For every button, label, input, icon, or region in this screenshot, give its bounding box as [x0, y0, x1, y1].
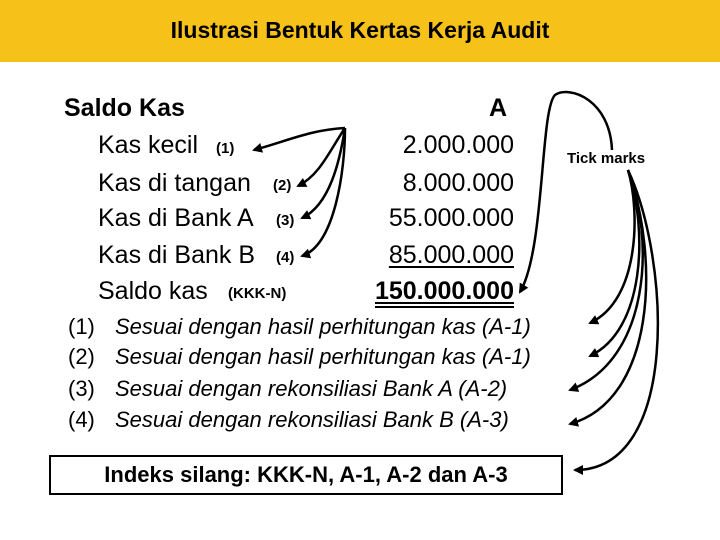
note-text-4: Sesuai dengan rekonsiliasi Bank B (A-3) — [115, 407, 509, 432]
row-code-2: (2) — [273, 177, 292, 194]
cross-index-text: Indeks silang: KKK-N, A-1, A-2 dan A-3 — [104, 462, 508, 487]
note-number-4: (4) — [68, 407, 95, 432]
row-label-kas-di-tangan: Kas di tangan — [98, 169, 251, 197]
row-value-kas-di-tangan: 8.000.000 — [402, 169, 514, 197]
arrow-tick-to-total — [520, 92, 612, 292]
arrow-to-note-1 — [590, 170, 635, 323]
arrow-to-code-4 — [302, 128, 345, 256]
row-code-4: (4) — [276, 249, 295, 266]
note-text-2: Sesuai dengan hasil perhitungan kas (A-1) — [115, 344, 531, 369]
arrow-to-note-3 — [570, 170, 643, 390]
row-code-1: (1) — [216, 140, 235, 157]
row-value-kas-di-bank-b: 85.000.000 — [388, 241, 514, 269]
note-number-1: (1) — [68, 314, 95, 339]
row-value-kas-kecil: 2.000.000 — [402, 131, 514, 159]
note-text-1: Sesuai dengan hasil perhitungan kas (A-1) — [115, 314, 531, 339]
row-value-kas-di-bank-a: 55.000.000 — [388, 204, 514, 232]
column-label: A — [489, 94, 508, 122]
row-value-saldo-kas: 150.000.000 — [374, 277, 514, 305]
row-code-3: (3) — [276, 212, 295, 229]
row-label-kas-kecil: Kas kecil — [98, 131, 199, 159]
arrow-to-code-3 — [302, 128, 345, 218]
page-title: Ilustrasi Bentuk Kertas Kerja Audit — [170, 16, 550, 43]
arrow-to-code-1 — [254, 128, 345, 150]
row-label-saldo-kas: Saldo kas — [98, 277, 208, 305]
worksheet-heading: Saldo Kas — [64, 94, 185, 122]
row-label-kas-di-bank-a: Kas di Bank A — [98, 204, 254, 232]
note-text-3: Sesuai dengan rekonsiliasi Bank A (A-2) — [115, 376, 508, 401]
row-label-kas-di-bank-b: Kas di Bank B — [98, 241, 256, 269]
note-number-3: (3) — [68, 376, 95, 401]
arrow-to-code-2 — [298, 128, 345, 186]
tick-marks-label: Tick marks — [567, 150, 646, 167]
arrow-to-cross-index — [575, 170, 658, 470]
arrow-to-note-2 — [590, 170, 639, 356]
note-number-2: (2) — [68, 344, 95, 369]
row-code-kkk-n: (KKK-N) — [228, 285, 287, 302]
